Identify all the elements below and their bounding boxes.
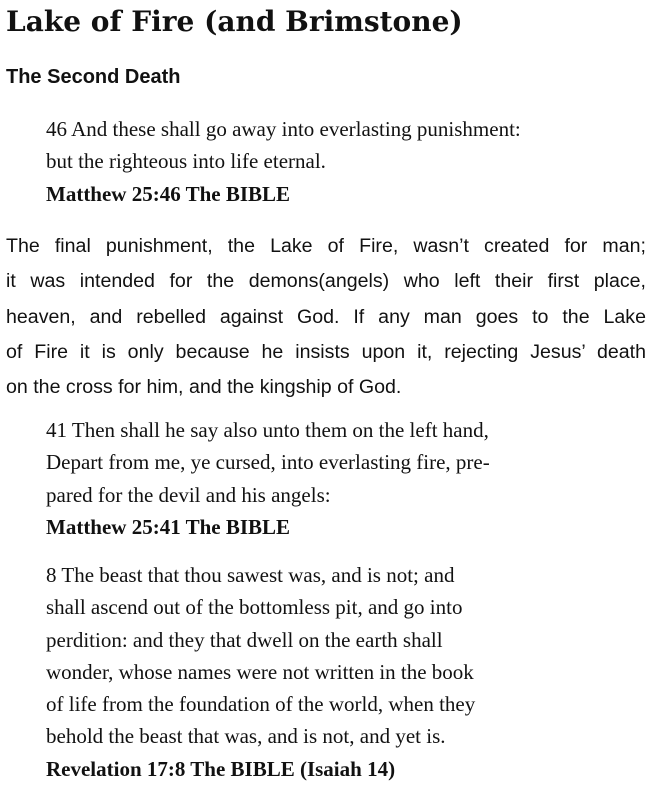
- quote-line: but the righteous into life eternal.: [46, 149, 326, 174]
- quote-line: pared for the devil and his angels:: [46, 482, 331, 507]
- quote-line: perdition: and they that dwell on the earth shall: [46, 627, 443, 652]
- paragraph-line: heaven, and rebelled against God. If any man goes to the Lake: [6, 305, 646, 328]
- quote-line: 41 Then shall he say also unto them on the left hand,: [46, 418, 489, 442]
- paragraph-line: The final punishment, the Lake of Fire, wasn’t created for man;: [6, 235, 646, 257]
- paragraph-line: of Fire it is only because he insists upon it, rejecting Jesus’ death: [6, 340, 646, 363]
- page-title: Lake of Fire (and Brimstone): [6, 5, 463, 38]
- scripture-quote-matthew-25-46: [46, 113, 646, 210]
- quote-line: 46 And these shall go away into everlasting punishment:: [46, 117, 521, 141]
- scripture-quote-revelation-17-8: [46, 559, 646, 785]
- section-subtitle: The Second Death: [6, 66, 181, 88]
- body-paragraph: [6, 229, 646, 405]
- scripture-quote-matthew-25-41: [46, 414, 646, 543]
- quote-line: wonder, whose names were not written in the book: [46, 659, 474, 684]
- paragraph-line: on the cross for him, and the kingship of God.: [6, 376, 402, 399]
- paragraph-line: it was intended for the demons(angels) who left their first place,: [6, 270, 646, 293]
- quote-line: of life from the foundation of the world, when they: [46, 692, 476, 717]
- quote-reference: Matthew 25:46 The BIBLE: [46, 181, 291, 206]
- quote-line: shall ascend out of the bottomless pit, and go into: [46, 595, 463, 620]
- quote-reference: Revelation 17:8 The BIBLE (Isaiah 14): [46, 756, 396, 781]
- quote-line: behold the beast that was, and is not, and yet is.: [46, 724, 446, 749]
- quote-reference: Matthew 25:41 The BIBLE: [46, 514, 291, 539]
- quote-line: Depart from me, ye cursed, into everlasting fire, pre-: [46, 450, 490, 475]
- quote-line: 8 The beast that thou sawest was, and is not; and: [46, 563, 455, 587]
